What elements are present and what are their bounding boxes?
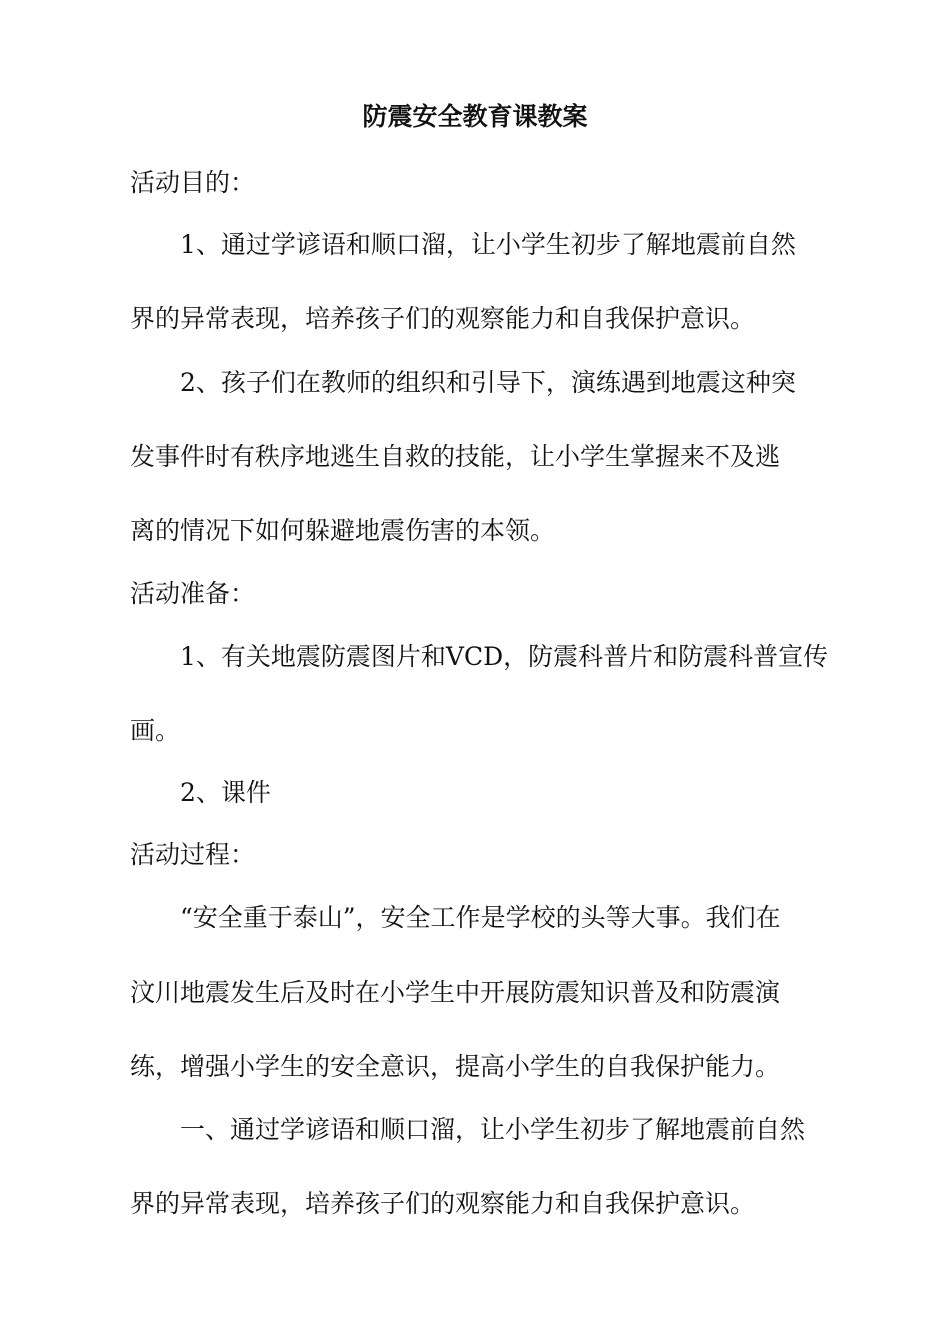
section-heading-preparation: 活动准备： [130,579,256,608]
paragraph-line: 2、课件 [180,778,271,807]
section-heading-purpose: 活动目的： [130,168,256,197]
paragraph-line: 画。 [130,716,181,745]
paragraph-line: 界的异常表现，培养孩子们的观察能力和自我保护意识。 [130,1189,756,1218]
paragraph-line: 1、通过学谚语和顺口溜，让小学生初步了解地震前自然 [180,230,796,259]
document-title: 防震安全教育课教案 [362,102,588,131]
paragraph-line: 2、孩子们在教师的组织和引导下，演练遇到地震这种突 [180,368,796,397]
paragraph-line: 离的情况下如何躲避地震伤害的本领。 [130,516,556,545]
paragraph-line: 练，增强小学生的安全意识，提高小学生的自我保护能力。 [130,1052,781,1081]
section-heading-process: 活动过程： [130,840,256,869]
paragraph-line: 1、有关地震防震图片和VCD，防震科普片和防震科普宣传 [180,642,829,671]
paragraph-line: 界的异常表现，培养孩子们的观察能力和自我保护意识。 [130,304,756,333]
paragraph-line: 发事件时有秩序地逃生自救的技能，让小学生掌握来不及逃 [130,442,781,471]
paragraph-line: “安全重于泰山”，安全工作是学校的头等大事。我们在 [180,903,781,932]
paragraph-line: 一、通过学谚语和顺口溜，让小学生初步了解地震前自然 [180,1115,806,1144]
paragraph-line: 汶川地震发生后及时在小学生中开展防震知识普及和防震演 [130,978,781,1007]
